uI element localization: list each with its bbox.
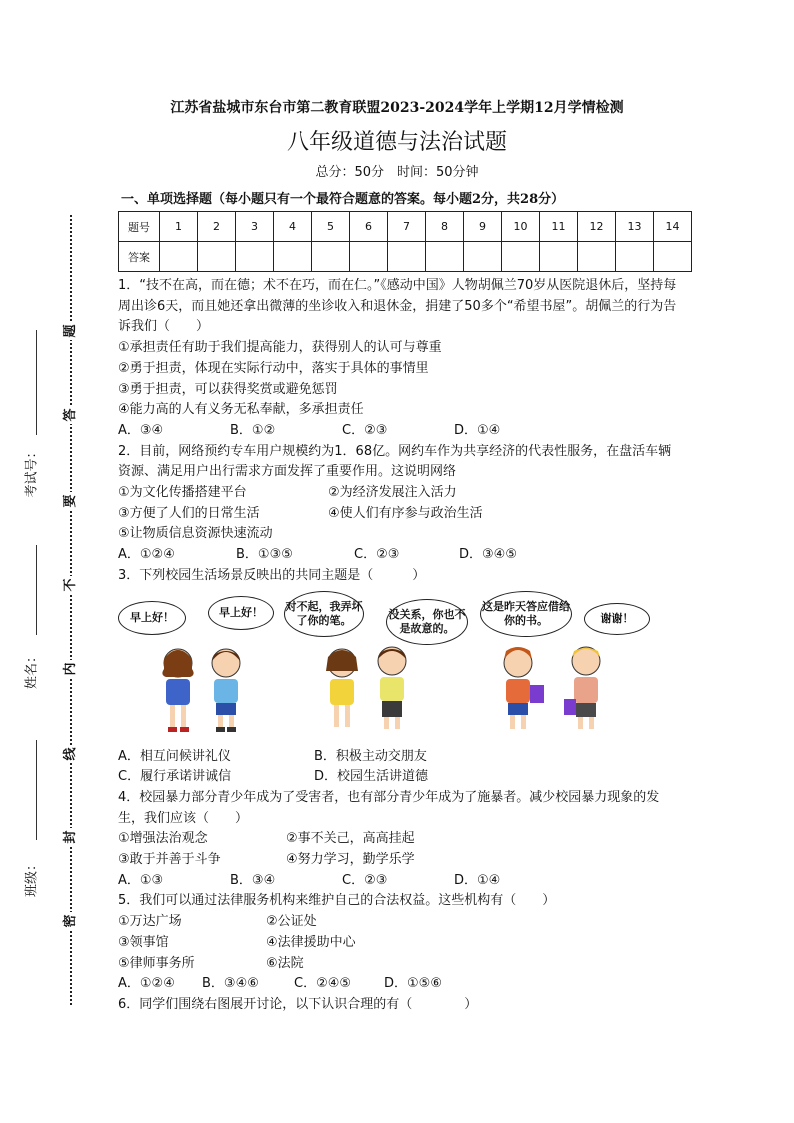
speech-bubble: 对不起，我弄坏了你的笔。 <box>284 591 364 637</box>
answer-cell[interactable] <box>540 242 578 272</box>
table-row <box>119 212 692 242</box>
question-stem: 2．目前，网络预约专车用户规模约为1．68亿。网约车作为共享经济的代表性服务，在盘活车辆资源、满足用户出行需求方面发挥了重要作用。这说明网络 <box>118 443 672 480</box>
seal-char: 题 <box>62 322 80 340</box>
choice-d[interactable]: D．③④⑤ <box>459 547 517 563</box>
answer-cell[interactable] <box>198 242 236 272</box>
choice-d[interactable]: D．①④ <box>454 422 501 438</box>
answer-cell[interactable] <box>464 242 502 272</box>
choice-c[interactable]: C．②④⑤ <box>294 976 352 992</box>
class-label: 班级： <box>24 858 40 898</box>
choice-d[interactable]: D．①④ <box>454 872 501 888</box>
answer-cell[interactable] <box>502 242 540 272</box>
option-statement: ①为文化传播搭建平台 <box>118 485 247 501</box>
seal-char: 答 <box>62 406 80 424</box>
choice-d[interactable]: D．①⑤⑥ <box>384 976 442 992</box>
option-statement: ③领事馆 <box>118 934 169 950</box>
name-line <box>36 545 37 635</box>
option-statement: ⑤律师事务所 <box>118 955 195 971</box>
choice-b[interactable]: B．积极主动交朋友 <box>314 748 427 764</box>
option-statement: ①万达广场 <box>118 914 182 930</box>
choice-a[interactable]: A．①③ <box>118 872 164 888</box>
exam-number-label: 考试号： <box>24 445 40 498</box>
answer-cell[interactable] <box>312 242 350 272</box>
speech-bubble: 这是昨天答应借给你的书。 <box>480 591 572 637</box>
choice-d[interactable]: D．校园生活讲道德 <box>314 769 429 785</box>
option-statement: ②勇于担责，体现在实际行动中，落实于具体的事情里 <box>118 360 429 376</box>
table-row-label: 题号 <box>119 212 160 242</box>
choice-c[interactable]: C．②③ <box>342 872 388 888</box>
seal-char: 内 <box>62 660 80 678</box>
answer-cell[interactable] <box>616 242 654 272</box>
choice-c[interactable]: C．②③ <box>342 422 388 438</box>
question-stem: 6．同学们围绕右图展开讨论，以下认识合理的有（ ） <box>118 996 478 1012</box>
option-row <box>118 850 678 871</box>
choice-row <box>118 747 678 768</box>
question-stem: 3．下列校园生活场景反映出的共同主题是（ ） <box>118 567 426 583</box>
option-statement: ①承担责任有助于我们提高能力，获得别人的认可与尊重 <box>118 340 442 356</box>
answer-cell[interactable] <box>350 242 388 272</box>
choice-a[interactable]: A．①②④ <box>118 547 175 563</box>
question-number-cell: 7 <box>388 212 426 242</box>
option-statement: ①增强法治观念 <box>118 831 208 847</box>
choice-a[interactable]: A．相互问候讲礼仪 <box>118 748 231 764</box>
question-number-cell: 2 <box>198 212 236 242</box>
answer-table <box>118 211 692 272</box>
question-number-cell: 6 <box>350 212 388 242</box>
question-stem: 5．我们可以通过法律服务机构来维护自己的合法权益。这些机构有（ ） <box>118 893 556 909</box>
question-number-cell: 8 <box>426 212 464 242</box>
option-statement: ②事不关己，高高挂起 <box>286 831 415 847</box>
name-label: 姓名： <box>24 650 40 690</box>
speech-bubble: 没关系，你也不是故意的。 <box>386 599 468 645</box>
option-statement: ③勇于担责，可以获得奖赏或避免惩罚 <box>118 381 338 397</box>
table-row-label: 答案 <box>119 242 160 272</box>
choice-b[interactable]: B．①② <box>230 422 276 438</box>
question-number-cell: 11 <box>540 212 578 242</box>
option-statement: ④努力学习，勤学乐学 <box>286 852 415 868</box>
speech-bubble: 早上好！ <box>208 596 274 630</box>
answer-cell[interactable] <box>426 242 464 272</box>
option-statement: ⑥法院 <box>266 955 304 971</box>
choice-c[interactable]: C．②③ <box>354 547 400 563</box>
option-row <box>118 483 678 504</box>
table-row <box>119 242 692 272</box>
option-row <box>118 829 678 850</box>
choice-row <box>118 871 678 892</box>
speech-bubble: 谢谢！ <box>584 603 650 635</box>
question-number-cell: 14 <box>654 212 692 242</box>
children-book-image <box>490 641 620 741</box>
option-statement: ③敢于并善于斗争 <box>118 852 221 868</box>
campus-scene-illustration <box>118 591 678 741</box>
option-statement: ②公证处 <box>266 914 317 930</box>
option-row <box>118 933 678 954</box>
question-number-cell: 9 <box>464 212 502 242</box>
option-statement: ③方便了人们的日常生活 <box>118 505 260 521</box>
section-heading: 一、单项选择题（每小题只有一个最符合题意的答案。每小题2分，共28分） <box>121 192 565 207</box>
answer-cell[interactable] <box>236 242 274 272</box>
children-apology-image <box>314 641 424 741</box>
question-stem: 1．“技不在高，而在德；术不在巧，而在仁。”《感动中国》人物胡佩兰70岁从医院退休后，坚持每周出诊6天，而且她还拿出微薄的坐诊收入和退休金，捐建了50多个“希望书屋”。胡佩兰的行为告诉我们（ ） <box>118 278 677 335</box>
answer-cell[interactable] <box>388 242 426 272</box>
option-row <box>118 504 678 525</box>
answer-cell[interactable] <box>160 242 198 272</box>
exam-number-line <box>36 330 37 435</box>
choice-a[interactable]: A．③④ <box>118 422 164 438</box>
exam-meta: 总分：50分 时间：50分钟 <box>315 165 479 180</box>
option-row <box>118 912 678 933</box>
seal-char: 封 <box>62 828 80 846</box>
choice-c[interactable]: C．履行承诺讲诚信 <box>118 769 232 785</box>
question-stem: 4．校园暴力部分青少年成为了受害者，也有部分青少年成为了施暴者。减少校园暴力现象的发生，我们应该（ ） <box>118 789 660 826</box>
children-greeting-image <box>150 641 260 741</box>
answer-cell[interactable] <box>274 242 312 272</box>
choice-row <box>118 421 678 442</box>
seal-char: 要 <box>62 492 80 510</box>
choice-b[interactable]: B．①③⑤ <box>236 547 293 563</box>
exam-title: 八年级道德与法治试题 <box>286 130 507 155</box>
answer-cell[interactable] <box>654 242 692 272</box>
answer-cell[interactable] <box>578 242 616 272</box>
exam-header: 江苏省盐城市东台市第二教育联盟2023-2024学年上学期12月学情检测 <box>170 100 624 116</box>
question-number-cell: 5 <box>312 212 350 242</box>
option-row <box>118 954 678 975</box>
choice-b[interactable]: B．③④ <box>230 872 276 888</box>
choice-row <box>118 974 678 995</box>
option-statement: ⑤让物质信息资源快速流动 <box>118 526 273 542</box>
question-number-cell: 3 <box>236 212 274 242</box>
question-number-cell: 12 <box>578 212 616 242</box>
question-list <box>118 276 678 1016</box>
seal-char: 线 <box>62 745 80 763</box>
option-statement: ④使人们有序参与政治生活 <box>328 505 483 521</box>
choice-row <box>118 767 678 788</box>
class-line <box>36 740 37 840</box>
question-number-cell: 1 <box>160 212 198 242</box>
option-statement: ②为经济发展注入活力 <box>328 485 457 501</box>
choice-b[interactable]: B．③④⑥ <box>202 976 259 992</box>
question-number-cell: 4 <box>274 212 312 242</box>
choice-a[interactable]: A．①②④ <box>118 976 175 992</box>
speech-bubble: 早上好！ <box>118 601 186 635</box>
question-number-cell: 13 <box>616 212 654 242</box>
seal-char: 不 <box>62 576 80 594</box>
question-number-cell: 10 <box>502 212 540 242</box>
choice-row <box>118 545 678 566</box>
seal-char: 密 <box>62 912 80 930</box>
option-statement: ④能力高的人有义务无私奉献，多承担责任 <box>118 402 364 418</box>
option-statement: ④法律援助中心 <box>266 934 356 950</box>
